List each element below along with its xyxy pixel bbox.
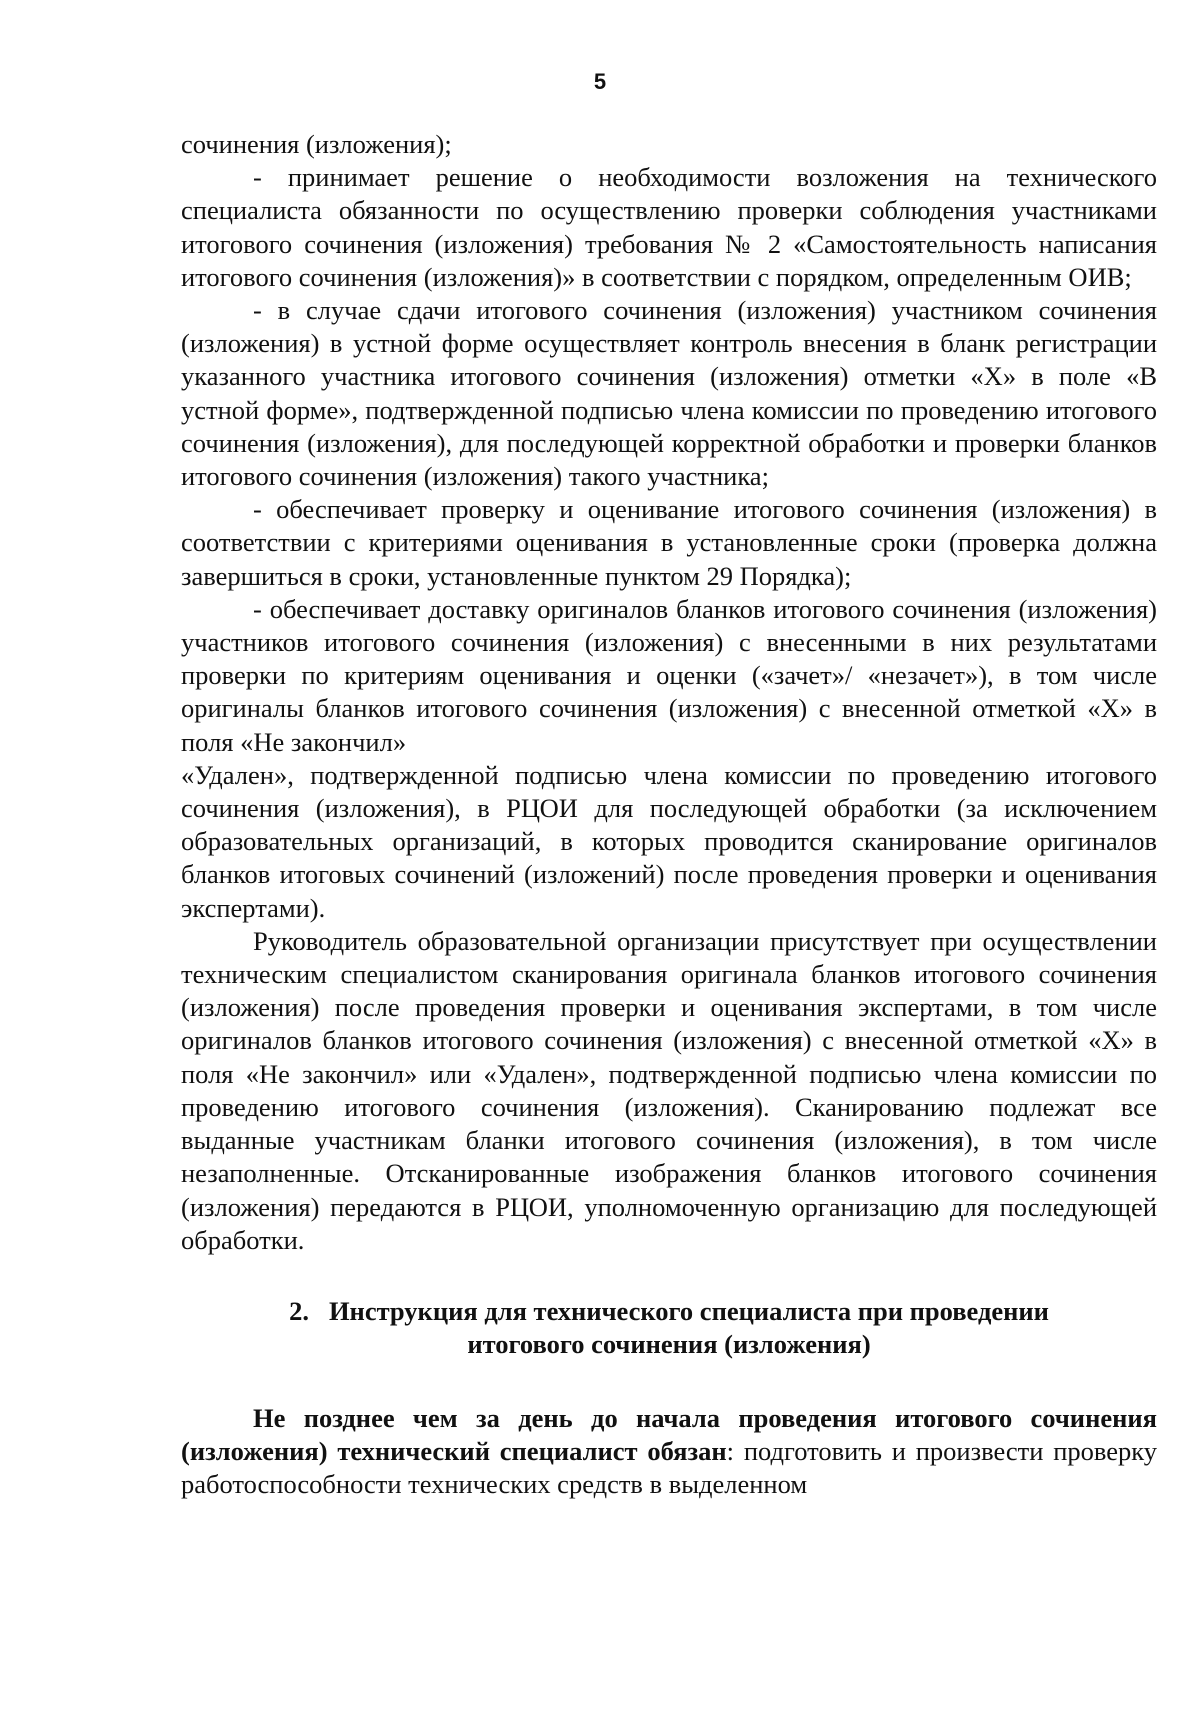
page-number: 5 (593, 69, 607, 94)
section-heading-line2: итогового сочинения (изложения) (467, 1328, 871, 1359)
paragraph-item-delivery: - обеспечивает доставку оригиналов бланков итогового сочинения (изложения) участников итогового сочинения (изложения) с внесенными в них результатами проверки по критериям оценивания и оценки («зачет»/ «незачет»), в том числе оригиналы бланков итогового сочинения (изложения) с внесенной отметкой «Х» в поля «Не закончил» (181, 593, 1157, 757)
paragraph-continuation: сочинения (изложения); (181, 129, 452, 159)
paragraph-head-presence: Руководитель образовательной организации присутствует при осуществлении техническим специалистом сканирования оригинала бланков итогового сочинения (изложения) после проведения проверки и оценивания экспертами, в том числе оригиналов бланков итогового сочинения (изложения) с внесенной отметкой «Х» в поля «Не закончил» или «Удален», подтвержденной подписью члена комиссии по проведению итогового сочинения (изложения). Сканированию подлежат все выданные участникам бланки итогового сочинения (изложения), в том числе незаполненные. Отсканированные изображения бланков итогового сочинения (изложения) передаются в РЦОИ, уполномоченную организацию для последующей обработки. (181, 925, 1157, 1255)
section-heading (181, 1295, 1157, 1361)
paragraph-item-technical-specialist: - принимает решение о необходимости возложения на технического специалиста обязанности по осуществлению проверки соблюдения участниками итогового сочинения (изложения) требования № 2 «Самостоятельность написания итогового сочинения (изложения)» в соответствии с порядком, определенным ОИВ; (181, 162, 1157, 292)
paragraph-item-assessment: - обеспечивает проверку и оценивание итогового сочинения (изложения) в соответствии с критериями оценивания в установленные сроки (проверка должна завершиться в сроки, установленные пунктом 29 Порядка); (181, 494, 1157, 591)
final-bold-text: Не позднее чем за день до начала проведения итогового сочинения (изложения) технический специалист обязан (181, 1402, 1157, 1467)
paragraph-item-oral-form: - в случае сдачи итогового сочинения (изложения) участником сочинения (изложения) в устной форме осуществляет контроль внесения в бланк регистрации указанного участника итогового сочинения (изложения) отметки «Х» в поле «В устной форме», подтвержденной подписью члена комиссии по проведению итогового сочинения (изложения), для последующей корректной обработки и проверки бланков итогового сочинения (изложения) такого участника; (181, 295, 1157, 492)
section-number: 2. (289, 1295, 309, 1326)
paragraph-final (181, 1402, 1157, 1502)
document-body (181, 128, 1157, 1502)
paragraph-removed-continuation: «Удален», подтвержденной подписью члена комиссии по проведению итогового сочинения (изложения), в РЦОИ для последующей обработки (за исключением образовательных организаций, в которых проводится сканирование оригиналов бланков итоговых сочинений (изложений) после проведения проверки и оценивания экспертами). (181, 759, 1157, 923)
final-rest-text: : подготовить и произвести проверку работоспособности технических средств в выделенном (181, 1436, 1157, 1500)
section-heading-line1: Инструкция для технического специалиста при проведении (328, 1295, 1049, 1326)
